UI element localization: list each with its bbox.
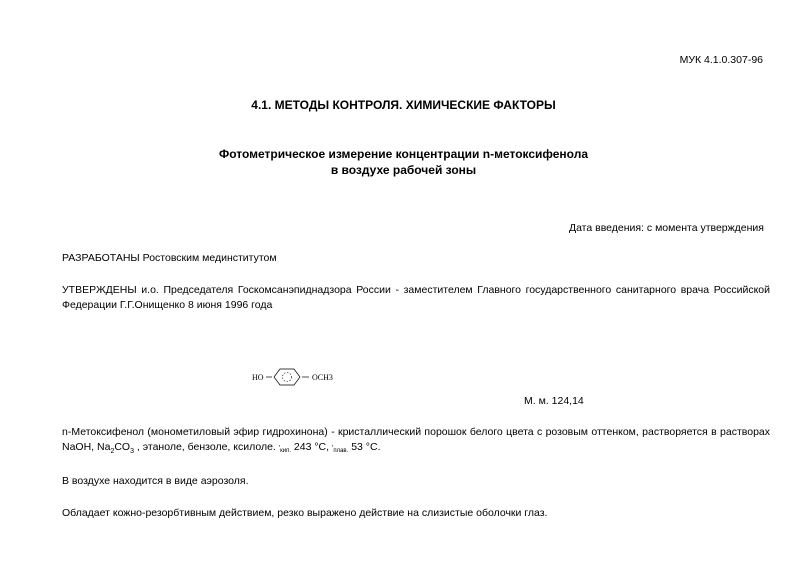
section-heading: 4.1. МЕТОДЫ КОНТРОЛЯ. ХИМИЧЕСКИЕ ФАКТОРЫ xyxy=(251,98,556,112)
formula-right-group: OCH3 xyxy=(312,373,333,382)
molar-mass: М. м. 124,14 xyxy=(524,395,584,407)
description-text-2: CO xyxy=(114,441,131,453)
formula-left-group: HO xyxy=(252,373,264,382)
developed-label: РАЗРАБОТАНЫ xyxy=(62,252,140,264)
document-code: МУК 4.1.0.307-96 xyxy=(679,54,763,66)
description-sub-1: 2 xyxy=(110,448,115,455)
action-paragraph: Обладает кожно-резорбтивным действием, резко выражено действие на слизистые оболочки глаз. xyxy=(62,507,548,519)
description-text-5: 53 °С. xyxy=(348,441,381,453)
developed-paragraph xyxy=(62,251,770,266)
introduction-date: Дата введения: с момента утверждения xyxy=(568,222,764,234)
title-line-1: Фотометрическое измерение концентрации n-метоксифенола xyxy=(218,147,589,161)
boiling-point-sub: кип. xyxy=(280,448,291,454)
developed-text: Ростовским мединститутом xyxy=(139,252,277,264)
approved-paragraph xyxy=(62,283,770,313)
description-sub-2: 3 xyxy=(130,448,134,455)
description-paragraph: n-Метоксифенол (монометиловый эфир гидрохинона) - кристаллический порошок белого цвета с розовым оттенком, растворяется в растворах NaOH, $Na_2CO_3$ , этаноле, бензоле, ксилоле. '$_{кип.}$ 243 °С, '$_{плав.}$ 53 °С. xyxy=(62,426,770,455)
structural-formula xyxy=(252,366,352,388)
description-text-4: 243 °С, xyxy=(291,441,332,453)
melting-point-sub: плав. xyxy=(333,448,349,454)
title-line-2: в воздухе рабочей зоны xyxy=(330,163,477,177)
aerosol-paragraph: В воздухе находится в виде аэрозоля. xyxy=(62,475,249,487)
document-title xyxy=(0,146,807,178)
approved-text: и.о. Председателя Госкомсанэпиднадзора России - заместителем Главного государственного санитарного врача Российской Федерации Г.Г.Онищенко 8 июня 1996 года xyxy=(62,284,770,311)
description-text-1: n-Метоксифенол (монометиловый эфир гидрохинона) - кристаллический порошок белого цвета с розовым оттенком, растворяется в растворах NaOH, Na xyxy=(62,426,770,453)
benzene-ring xyxy=(274,369,300,385)
benzene-ring-diagram xyxy=(252,366,352,388)
description-text-3: , этаноле, бензоле, ксилоле. xyxy=(134,441,279,453)
approved-label: УТВЕРЖДЕНЫ xyxy=(62,284,137,296)
